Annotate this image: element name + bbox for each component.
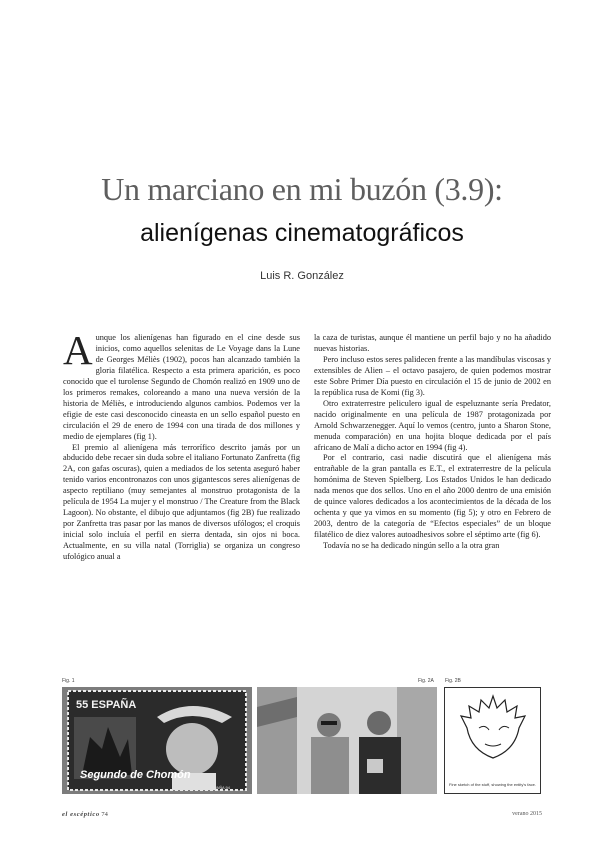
stamp-value-text: 55 ESPAÑA	[76, 699, 137, 711]
left-text-column	[63, 333, 300, 677]
right-paragraph-4: Por el contrario, casi nadie discutirá que el alienígena más entrañable de la gran pantalla es E.T., el extraterrestre de la película homónima de Steven Spielberg. Los Estados Unidos le han dedicado nada menos que dos sellos. Uno en el año 2000 dentro de una emisión de quince valores dedicados a los acontecimientos de la década de los ochenta y que ya vimos en su momento (fig 5); y otro en Febrero de 2003, dentro de la categoría de “Efectos especiales” de un bloque filatélico de diez valores autoadhesivos sobre el séptimo arte (fig 6).	[314, 453, 551, 540]
right-paragraph-1: la caza de turistas, aunque él mantiene un perfil bajo y no ha añadido nuevas historias.	[314, 333, 551, 353]
article-title: Un marciano en mi buzón (3.9):	[101, 171, 503, 207]
alien-sketch	[445, 688, 540, 768]
right-paragraph-2: Pero incluso estos seres palidecen frente a las mandíbulas viscosas y extensibles de Alien – el octavo pasajero, de quien podemos mostrar este Sobre Primer Día puesto en circulación el 15 de junio de 2002 en la república rusa de Komi (fig 3).	[314, 354, 551, 397]
footer-brand: el escéptico	[62, 811, 100, 818]
fig2a-photo	[257, 687, 437, 794]
fig2a-label: Fig. 2A	[418, 678, 434, 684]
footer-season: verano 2015	[512, 811, 542, 817]
right-paragraph-3: Otro extraterrestre peliculero igual de espeluznante sería Predator, nacido originalmente en una película de 1987 protagonizada por Arnold Schwarzenegger. Aquí lo vemos (centro, junto a Sharon Stone, menuda comparación) en una hojita bloque dedicada por el país africano de Malí a dicho actor en 1994 (fig 4).	[314, 398, 551, 452]
fig2b-caption: Fine sketch of the stuff, showing the entity's face.	[449, 782, 536, 787]
right-paragraph-5: Todavía no se ha dedicado ningún sello a la otra gran	[323, 541, 500, 551]
left-paragraph-2: El premio al alienígena más terrorífico descrito jamás por un abducido debe recaer sin duda sobre el italiano Fortunato Zanfretta (fig 2A, con gafas oscuras), quien a mediados de los setenta aseguró haber tenido varios encontronazos con unos gigantescos seres alienígenas de aspecto reptiliano (muy semejantes al monstruo protagonista de la película de 1954 La mujer y el monstruo / The Creature from the Black Lagoon). No obstante, el dibujo que adjuntamos (fig 2B) fue realizado por Zanfretta tras pasar por las manos de diversos ufólogos; el croquis inicial solo incluía el perfil en sierra dentada, sin ojos ni boca. Actualmente, en su villa natal (Torriglia) se organiza un congreso ufológico anual a	[63, 442, 300, 562]
fig2b-label: Fig. 2B	[445, 678, 461, 684]
article-author: Luis R. González	[260, 270, 344, 282]
article-subtitle: alienígenas cinematográficos	[140, 219, 464, 247]
right-text-column	[314, 333, 551, 677]
photo-two-men	[257, 687, 437, 794]
fig2b-drawing	[444, 687, 541, 794]
fig1-label: Fig. 1	[62, 678, 75, 684]
footer-left	[62, 811, 108, 818]
fig1-stamp-image	[62, 687, 252, 794]
left-paragraph-1	[63, 333, 300, 443]
drop-cap: A	[63, 333, 93, 373]
left-paragraph-1-text: unque los alienígenas han figurado en el cine desde sus inicios, como aquellos selenitas de Le Voyage dans la Lune de Georges Méliès (1902), pocos han alcanzado también la gloria filatélica. Respecto a esta primera aparición, es poco conocido que el turolense Segundo de Chomón realizó en 1909 uno de los primeros remakes, coloreando a mano una nueva versión de la historia de Méliès, e introduciendo algunos cambios. Podemos ver la efigie de este casi desconocido cineasta en un sello español puesto en circulación el 29 de enero de 1994 con una tirada de dos millones y medio de ejemplares (fig 1).	[63, 333, 300, 441]
stamp-name-text: Segundo de Chomón	[80, 769, 191, 781]
stamp-year-text: ESPAÑA 94	[208, 785, 230, 790]
footer-page-number: 74	[101, 811, 108, 818]
